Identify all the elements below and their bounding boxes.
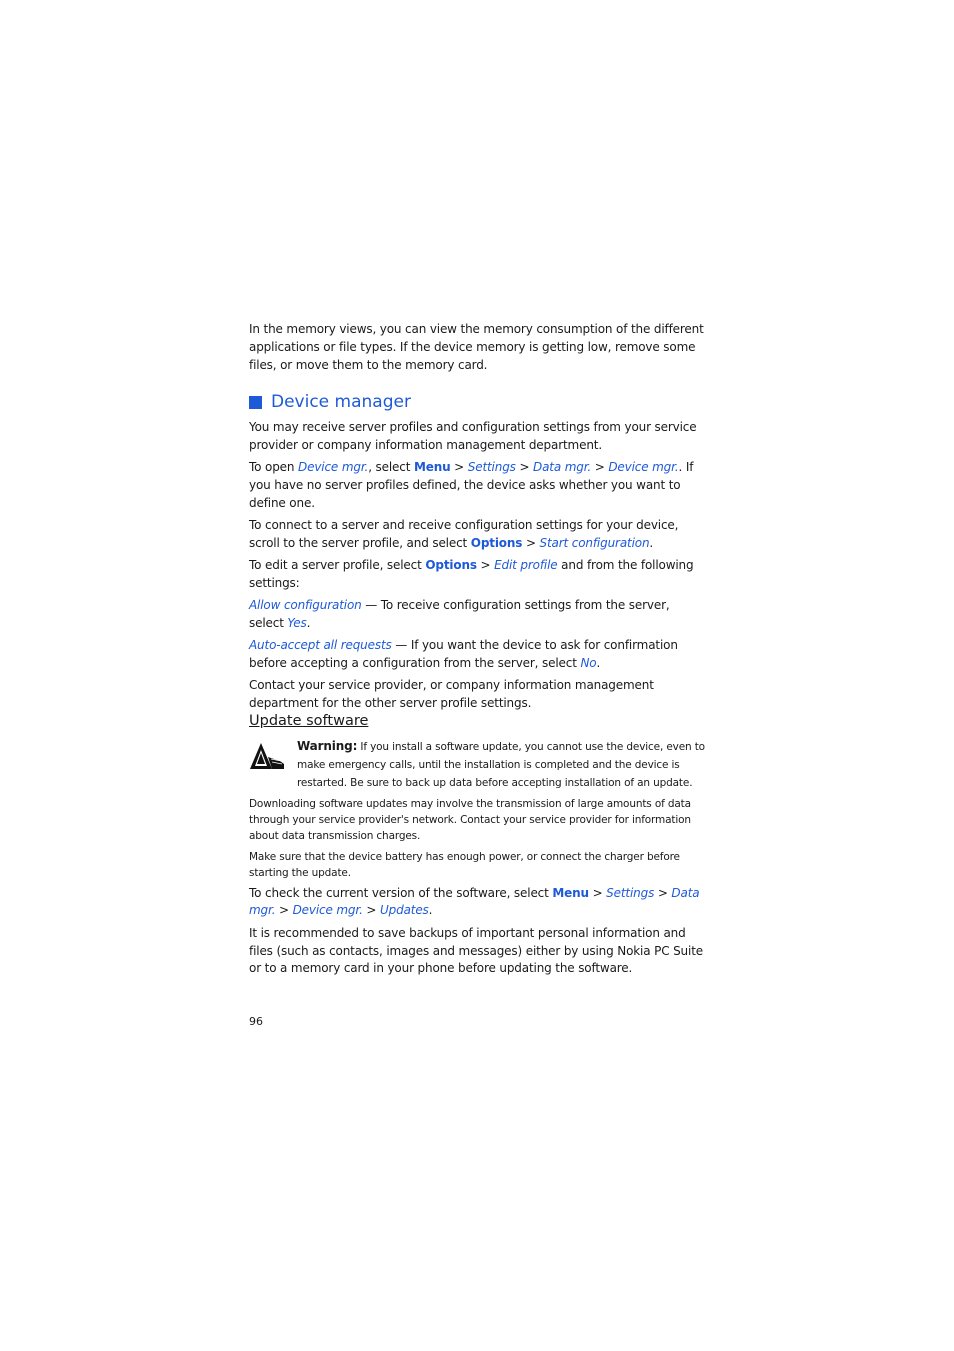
dm-paragraph-6: Auto-accept all requests — If you want the device to ask for confirmation before accepting a configuration from the server, select No.: [249, 638, 678, 670]
intro-block: [249, 320, 705, 374]
dm-paragraph-4: To edit a server profile, select Options > Edit profile and from the following settings:: [249, 558, 694, 590]
square-bullet-icon: [249, 396, 262, 409]
update-body: [249, 796, 707, 978]
link-edit-profile[interactable]: Edit profile: [494, 558, 558, 572]
value-yes: Yes: [287, 616, 307, 630]
link-options-2[interactable]: Options: [425, 558, 477, 572]
link-menu[interactable]: Menu: [413, 460, 451, 474]
dm-paragraph-5: Allow configuration — To receive configuration settings from the server, select Yes.: [249, 598, 670, 630]
link-menu-2[interactable]: Menu: [552, 886, 589, 900]
link-options[interactable]: Options: [470, 536, 523, 550]
dm-paragraph-3: To connect to a server and receive configuration settings for your device, scroll to the server profile, and select Options > Start configuration.: [249, 518, 679, 550]
link-start-configuration[interactable]: Start configuration: [539, 536, 650, 550]
warning-note: [297, 737, 707, 792]
device-manager-body: [249, 418, 705, 712]
link-data-mgr-2[interactable]: Data mgr.: [249, 886, 700, 917]
warning-text: If you install a software update, you cannot use the device, even to make emergency calls, until the installation is completed and the device is restarted. Be sure to back up data before accepting installation of an update.: [297, 741, 705, 789]
update-paragraph-4: It is recommended to save backups of important personal information and files (such as contacts, images and messages) either by using Nokia PC Suite or to a memory card in your phone before updating the software.: [249, 926, 703, 975]
dm-paragraph-1: You may receive server profiles and configuration settings from your service provider or company information management department.: [249, 420, 697, 452]
link-settings-2[interactable]: Settings: [606, 886, 655, 900]
section-title: Device manager: [271, 392, 411, 412]
link-device-mgr[interactable]: Device mgr.: [298, 460, 369, 474]
subsection-title: Update software: [249, 713, 369, 729]
dm-paragraph-7: Contact your service provider, or company information management department for the other server profile settings.: [249, 678, 654, 710]
update-paragraph-1: Downloading software updates may involve the transmission of large amounts of data through your service provider's network. Contact your service provider for information about data transmission charges.: [249, 798, 691, 842]
term-auto-accept: Auto-accept all requests: [249, 638, 392, 652]
intro-paragraph: In the memory views, you can view the memory consumption of the different applications or file types. If the device memory is getting low, remove some files, or move them to the memory card.: [249, 322, 704, 372]
term-allow-configuration: Allow configuration: [249, 598, 362, 612]
warning-triangle-hand-icon: [250, 742, 286, 772]
dm-paragraph-2: To open Device mgr., select Menu > Settings > Data mgr. > Device mgr.. If you have no server profiles defined, the device asks whether you want to define one.: [249, 460, 694, 510]
link-device-mgr-2[interactable]: Device mgr.: [608, 460, 679, 474]
page-number: 96: [249, 1015, 263, 1028]
link-settings[interactable]: Settings: [467, 460, 516, 474]
update-paragraph-3: To check the current version of the software, select Menu > Settings > Data mgr. > Device mgr. > Updates.: [249, 886, 700, 917]
section-heading: [249, 392, 411, 412]
link-device-mgr-3[interactable]: Device mgr.: [292, 903, 363, 917]
warning-label: Warning:: [297, 739, 358, 753]
value-no: No: [580, 656, 597, 670]
link-updates[interactable]: Updates: [380, 903, 429, 917]
update-paragraph-2: Make sure that the device battery has enough power, or connect the charger before starting the update.: [249, 851, 680, 879]
link-data-mgr[interactable]: Data mgr.: [533, 460, 592, 474]
